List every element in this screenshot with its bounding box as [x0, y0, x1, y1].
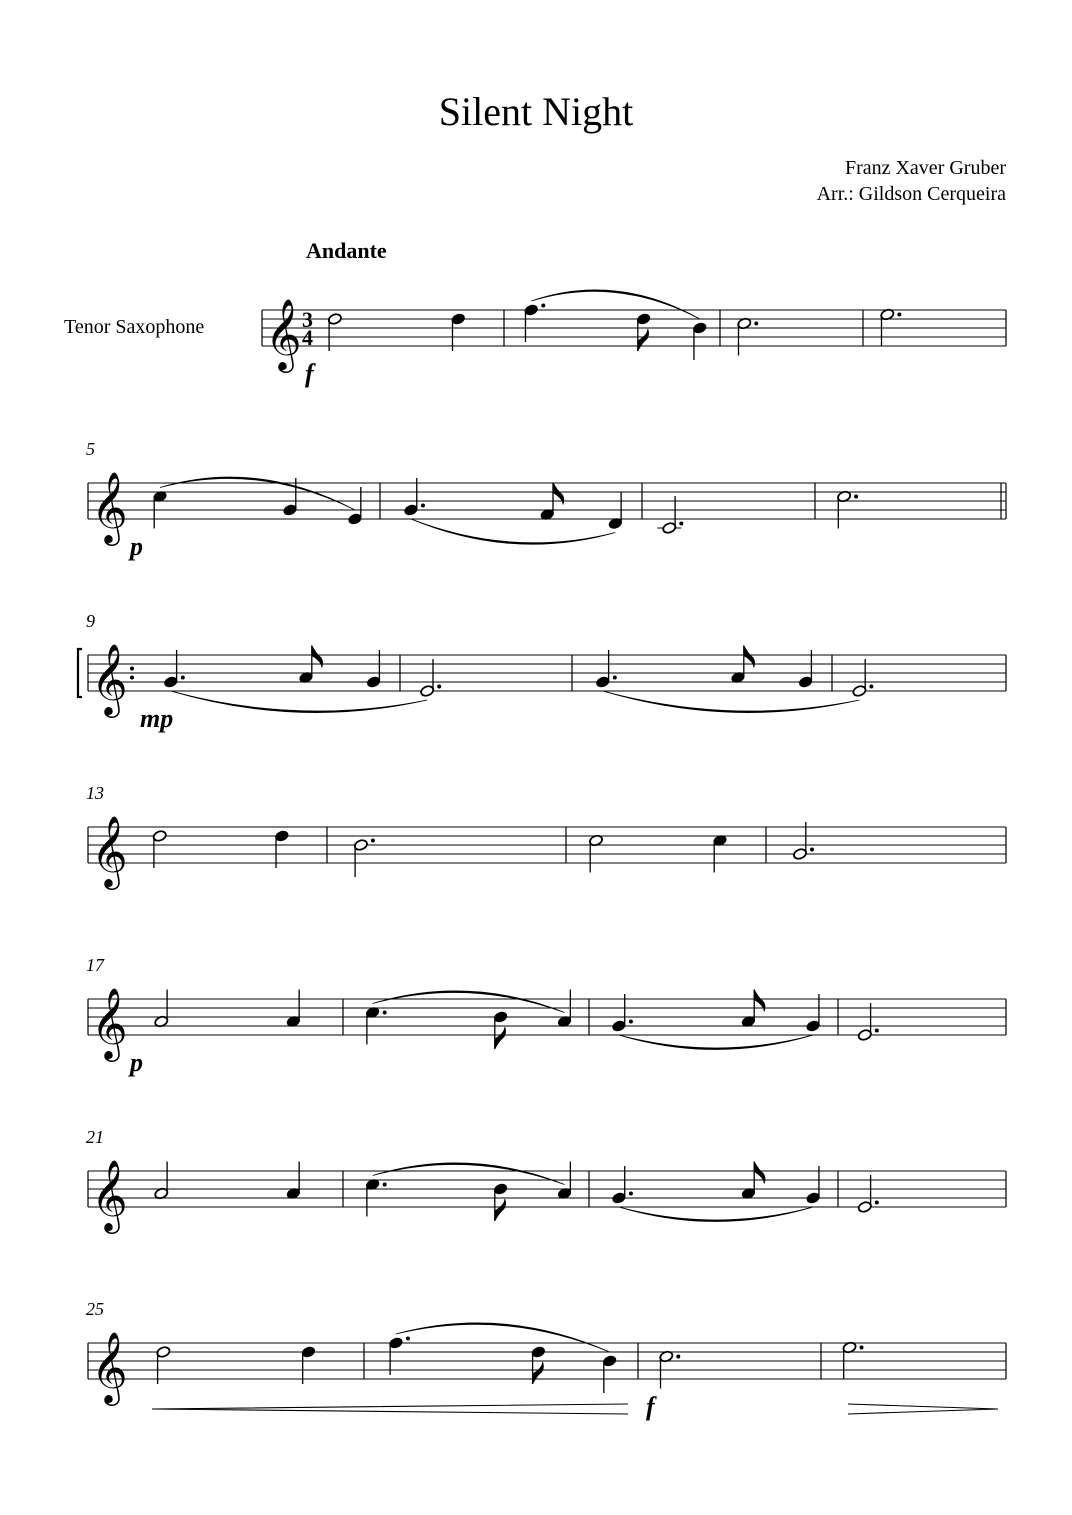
- measure-number: 9: [86, 611, 95, 631]
- note: [524, 304, 545, 343]
- note: [595, 650, 616, 688]
- augmentation-dot: [437, 685, 441, 689]
- note: [327, 313, 342, 351]
- note: [557, 1162, 572, 1200]
- note: [154, 990, 169, 1028]
- slur: [373, 991, 565, 1013]
- note: [286, 990, 301, 1028]
- staff-system: [86, 439, 1006, 546]
- note: [299, 646, 323, 684]
- flag: [495, 1199, 506, 1221]
- note: [540, 483, 564, 521]
- flag: [533, 1362, 544, 1384]
- augmentation-dot: [383, 1183, 387, 1187]
- note: [659, 1350, 680, 1388]
- treble-clef-icon: 𝄞: [265, 301, 302, 369]
- augmentation-dot: [371, 839, 375, 843]
- augmentation-dot: [406, 1337, 410, 1341]
- note: [153, 490, 168, 528]
- note: [365, 1178, 386, 1216]
- augmentation-dot: [181, 676, 185, 680]
- slur: [619, 1035, 813, 1050]
- note: [692, 322, 707, 360]
- note: [837, 490, 858, 528]
- note: [611, 994, 632, 1032]
- augmentation-dot: [613, 676, 617, 680]
- decrescendo-hairpin: [848, 1404, 998, 1414]
- note: [602, 1355, 617, 1393]
- note: [557, 990, 572, 1028]
- note: [737, 317, 758, 355]
- treble-clef-icon: 𝄞: [91, 818, 128, 886]
- note: [353, 839, 374, 878]
- augmentation-dot: [754, 322, 758, 326]
- note: [636, 313, 651, 351]
- note: [589, 834, 604, 872]
- repeat-bracket: [78, 649, 82, 697]
- note: [842, 1341, 863, 1379]
- crescendo-hairpin: [152, 1404, 628, 1414]
- note: [274, 830, 289, 868]
- note: [657, 496, 683, 534]
- note: [793, 822, 814, 860]
- note: [806, 994, 821, 1032]
- augmentation-dot: [875, 1029, 879, 1033]
- treble-clef-icon: 𝄞: [91, 1334, 128, 1402]
- slur: [396, 1323, 610, 1352]
- instrument-name: Tenor Saxophone: [64, 316, 205, 338]
- augmentation-dot: [860, 1346, 864, 1350]
- slur: [411, 519, 615, 544]
- note: [857, 1175, 878, 1213]
- note: [611, 1166, 632, 1204]
- treble-clef-icon: 𝄞: [91, 990, 128, 1058]
- note: [852, 659, 873, 697]
- note: [806, 1166, 821, 1204]
- dynamic-marking: p: [130, 532, 143, 561]
- slur: [531, 290, 699, 319]
- note: [493, 1183, 508, 1221]
- note: [152, 830, 167, 868]
- staff-system: [86, 1127, 1006, 1234]
- augmentation-dot: [854, 495, 858, 499]
- note: [531, 1346, 546, 1384]
- slur: [171, 691, 427, 713]
- augmentation-dot: [679, 522, 683, 526]
- slur: [160, 477, 355, 510]
- augmentation-dot: [629, 1020, 633, 1024]
- note: [365, 1006, 386, 1044]
- measure-number: 17: [86, 955, 104, 975]
- note: [741, 1162, 765, 1200]
- augmentation-dot: [869, 685, 873, 689]
- measure-number: 21: [86, 1127, 104, 1147]
- staff-system: [86, 955, 1006, 1062]
- note: [493, 1011, 508, 1049]
- note: [731, 646, 755, 684]
- repeat-dot: [130, 676, 134, 680]
- augmentation-dot: [897, 313, 901, 317]
- augmentation-dot: [676, 1355, 680, 1359]
- slur: [603, 691, 860, 713]
- note: [403, 478, 424, 516]
- note: [366, 650, 381, 688]
- note: [163, 650, 184, 688]
- augmentation-dot: [383, 1011, 387, 1015]
- measure-number: 25: [86, 1299, 104, 1319]
- augmentation-dot: [810, 848, 814, 852]
- note: [388, 1337, 409, 1376]
- slur: [373, 1163, 565, 1185]
- augmentation-dot: [421, 504, 425, 508]
- measure-number: 13: [86, 783, 104, 803]
- score-title: Silent Night: [438, 89, 634, 134]
- note: [798, 650, 813, 688]
- note: [608, 492, 623, 530]
- treble-clef-icon: 𝄞: [91, 474, 128, 542]
- staff-system: [86, 783, 1006, 890]
- dynamic-marking: f: [646, 1392, 655, 1421]
- time-signature-bottom: 4: [302, 325, 313, 350]
- note: [301, 1346, 316, 1384]
- measure-number: 5: [86, 439, 95, 459]
- augmentation-dot: [875, 1201, 879, 1205]
- dynamic-marking: f: [305, 359, 314, 388]
- repeat-dot: [130, 667, 134, 671]
- note: [880, 308, 901, 346]
- tempo-marking: Andante: [306, 238, 387, 263]
- note: [420, 659, 441, 697]
- note: [713, 834, 728, 872]
- staff-system: [262, 299, 1006, 373]
- note: [857, 1003, 878, 1041]
- augmentation-dot: [629, 1192, 633, 1196]
- staff-system: [86, 1299, 1006, 1406]
- note: [156, 1346, 171, 1384]
- note: [451, 313, 466, 351]
- flag: [495, 1027, 506, 1049]
- dynamic-marking: p: [130, 1048, 143, 1077]
- note: [154, 1162, 169, 1200]
- augmentation-dot: [541, 304, 545, 308]
- treble-clef-icon: 𝄞: [91, 646, 128, 714]
- composer-credit: Franz Xaver Gruber: [844, 157, 1006, 179]
- slur: [619, 1207, 813, 1222]
- note: [286, 1162, 301, 1200]
- arranger-credit: Arr.: Gildson Cerqueira: [816, 183, 1006, 205]
- flag: [638, 329, 649, 351]
- time-signature-top: 3: [302, 307, 313, 332]
- treble-clef-icon: 𝄞: [91, 1162, 128, 1230]
- note: [348, 487, 363, 525]
- note: [741, 990, 765, 1028]
- dynamic-marking: mp: [140, 704, 174, 733]
